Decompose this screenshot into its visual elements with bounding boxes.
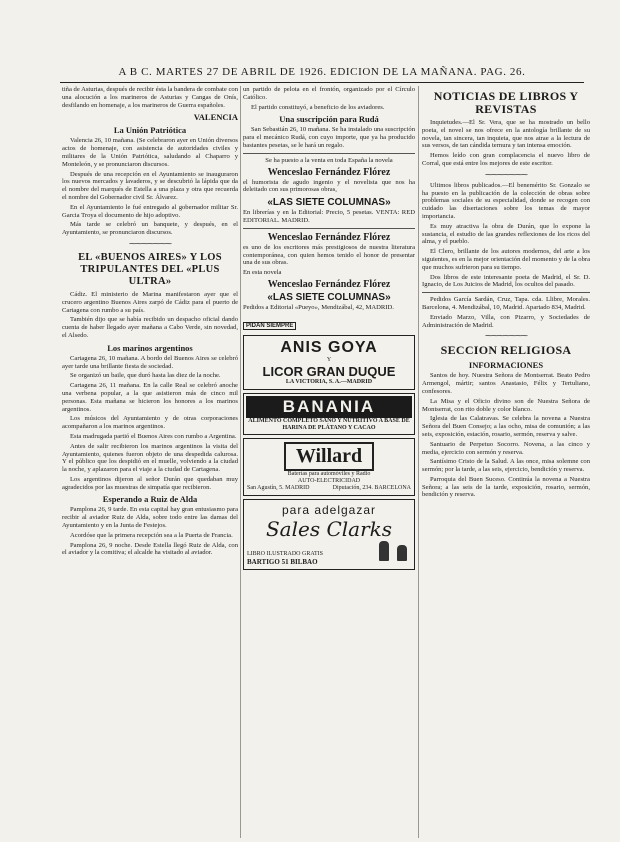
article-paragraph: Antes de salir recibieron los marinos argentinos la visita del Ayuntamiento, quienes fueron objeto de una despedida calurosa. Y el público que los despidió en el muelle, volviendo a la ciudad la noche, y aplazaron para el viaje a la ciudad de Cartagena. — [62, 442, 238, 474]
header-rule — [60, 82, 584, 83]
section-title: SECCION RELIGIOSA — [440, 343, 572, 358]
advert-text: Y — [326, 356, 332, 363]
column-1 — [62, 86, 238, 838]
sales-clarks-advert — [243, 499, 415, 570]
article-paragraph: Después de una recepción en el Ayuntamiento se inauguraron los nuevos mercados y lavaderos, y se descubrió la lápida que da el nombre del marqués de Estella a una plaza y otra que recuerda el nombre del Gobernador civil Sr. Álvarez. — [62, 170, 238, 201]
article-paragraph: Pamplona 26, 9 tarde. En esta capital hay gran entusiasmo para recibir al aviador Ruiz de Alda, sobre todo entre las damas del Ayuntamiento y en la Junta de Festejos. — [62, 506, 238, 530]
advert-text: AUTO-ELECTRICIDAD — [297, 477, 361, 484]
article-paragraph: Cartagena 26, 10 mañana. A bordo del Buenos Aires se celebró ayer tarde una brillante fiesta de sociedad. — [62, 354, 238, 370]
article-paragraph: Cádiz. El ministerio de Marina manifestaron ayer que el crucero argentino Buenos Aires zarpó de Cádiz para el puerto de Cartagena con rumbo a su país. — [62, 290, 238, 314]
article-paragraph: Acordóse que la primera recepción sea a la Puerta de Francia. — [70, 531, 233, 539]
advert-author: Wenceslao Fernández Flórez — [267, 231, 391, 243]
article-paragraph: Ultimos libros publicados.—El benemérito Sr. Gonzalo se ha puesto en la publicación de la colección de obras sobre problemas sociales de su especialidad, donde se recogen con cuidado las disertaciones sobre los temas de mayor importancia. — [422, 181, 590, 220]
ornament-divider: ⁓⁓⁓⁓⁓⁓⁓ — [485, 332, 527, 341]
article-paragraph: El partido constituyó, a beneficio de los aviadores. — [251, 103, 385, 111]
goya-advert — [243, 335, 415, 390]
advert-brand: BANANIA — [246, 396, 412, 418]
page-header: A B C. MARTES 27 DE ABRIL DE 1926. EDICION DE LA MAÑANA. PAG. 26. — [118, 66, 526, 78]
article-paragraph: un partido de pelota en el frontón, organizado por el Círculo Católico. — [243, 86, 415, 101]
article-paragraph: Los músicos del Ayuntamiento y de otras corporaciones acompañaron a los marinos argentinos. — [62, 415, 238, 431]
advert-author: Wenceslao Fernández Flórez — [267, 166, 391, 178]
advert-brand: ANIS GOYA — [280, 338, 378, 356]
column-2 — [243, 86, 415, 838]
advert-text: es uno de los escritores más prestigiosos de nuestra literatura contemporánea, con quien hemos tenido el honor de presentar una de sus obras. — [243, 243, 415, 267]
article-paragraph: Esta madrugada partió el Buenos Aires con rumbo a Argentina. — [70, 432, 237, 440]
article-paragraph: Se organizó un baile, que duró hasta las diez de la noche. — [70, 372, 221, 380]
column-divider — [418, 86, 419, 838]
advert-text: BARTIGO 51 BILBAO — [247, 557, 318, 566]
section-title: NOTICIAS DE LIBROS Y REVISTAS — [433, 89, 579, 116]
article-paragraph: Los argentinos dijeron al señor Durán que quedaban muy agradecidos por las muestras de simpatía que recibieron. — [62, 475, 238, 491]
ornament-divider: ⁓⁓⁓⁓⁓⁓⁓ — [485, 170, 527, 179]
advert-book-title: «LAS SIETE COLUMNAS» — [267, 197, 391, 209]
advert-text: para adelgazar — [281, 502, 377, 517]
advert-text: LA VICTORIA, S. A.—MADRID — [285, 378, 373, 385]
advert-address: San Agustín, 5. MADRID — [247, 484, 310, 491]
article-paragraph: La Misa y el Oficio divino son de Nuestra Señora de Montserrat, con rito doble y color blanco. — [422, 397, 590, 413]
book-advert-1 — [243, 157, 415, 225]
article-paragraph: El Clero, brillante de los autores modernos, del arte a los siguientes, es en la mejor orientación del momento y de la obra que muchos sufrieron para su tiempo. — [422, 248, 590, 271]
article-paragraph: Más tarde se celebró un banquete, y después, en el Ayuntamiento, se pronunciaron discursos. — [62, 221, 238, 237]
article-title: Una suscripción para Rudá — [279, 114, 379, 125]
advert-brand: LICOR GRAN DUQUE — [262, 363, 396, 379]
advert-brand: Sales Clarks — [265, 516, 393, 541]
advert-tag: PIDAN SIEMPRE — [243, 322, 296, 330]
banania-advert — [243, 393, 415, 435]
advert-book-title: «LAS SIETE COLUMNAS» — [267, 291, 391, 303]
article-paragraph: Iglesia de las Calatravas. Se celebra la novena a Nuestra Señora del Buen Consejo; a las ocho, misa de comunión; a las seis, exposición, estación, rosario, sermón, reserva y salve. — [422, 415, 590, 438]
article-paragraph: En el Ayuntamiento le fué entregado al gobernador militar Sr. Garcia Troya el documento de hijo adoptivo. — [62, 203, 238, 219]
article-paragraph: Es muy atractiva la obra de Durán, que lo expone la sustancia, el estudio de las grandes reflexiones de los ricos del alma, y el pueblo. — [422, 222, 590, 246]
article-paragraph: Pamplona 26, 9 noche. Desde Estella llegó Ruiz de Alda, con el aviador y la comitiva; el alcalde ha visitado al aviador. — [62, 541, 238, 557]
advert-text: En esta novela — [243, 269, 282, 277]
advert-text: Baterías para automóviles y Radio — [287, 470, 371, 477]
advert-text: En librerías y en la Editorial: Precio, 5 pesetas. VENTA: RED EDITORIAL. MADRID. — [243, 209, 415, 224]
article-paragraph: Enviado Marzo, Villa, con Pizarro, y Sociedades de Administración de Madrid. — [422, 313, 590, 329]
article-paragraph: Santísimo Cristo de la Salud. A las once, misa solemne con sermón; por la tarde, a las seis, ejercicio, bendición y reserva. — [422, 458, 590, 474]
article-paragraph: Santos de hoy. Nuestra Señora de Montserrat. Beato Pedro Armengol, mártir; santos Anastasio, Félix y Tertuliano, confesores. — [422, 372, 590, 395]
article-paragraph: Inquietudes.—El Sr. Vera, que se ha mostrado un bello poeta, el novel se nos ofrece en la antología brillante de su novela, tan sincera, tan inquieta, que nos atrae a la lectura de sus versos, de tan cándida ternura y tan intensa emoción. — [422, 119, 590, 150]
section-heading: VALENCIA — [193, 112, 238, 123]
advert-author: Wenceslao Fernández Flórez — [267, 278, 391, 290]
column-3 — [422, 86, 590, 838]
article-paragraph: Cartagena 26, 11 mañana. En la calle Real se celebró anoche una verbena popular, a la que asistieron más de cinco mil personas. Esta mañana se hicieron los honores a los marinos argentinos. — [62, 382, 238, 413]
divider — [422, 292, 590, 293]
article-paragraph: tiña de Asturias, después de recibir ésta la bandera de combate con una alocución a los marineros de Asturias y Cangas de Onís, desfilando en homenaje, a los marineros de Guerra españoles. — [62, 86, 238, 109]
divider — [243, 228, 415, 229]
advert-lead: Se ha puesto a la venta en toda España la novela — [265, 156, 393, 164]
figure-illustration — [375, 541, 411, 566]
article-paragraph: Hemos leído con gran complacencia el nuevo libro de Corral, que está entre los mejores de este escritor. — [422, 152, 590, 167]
article-paragraph: También dijo que se había recibido un despacho oficial dando cuenta de haber llegado ayer mañana a Cabo Verde, sin novedad, el Alsedo. — [62, 316, 238, 339]
article-paragraph: Pedidos García Sardán, Cruz, Tapa. cda. Llibre, Morales. Barcelona, 4. Mendizábal, 10, Madrid. Apartado 834, Madrid. — [422, 296, 590, 311]
advert-text: ALIMENTO COMPLETO SANO Y NUTRITIVO A BASE DE HARINA DE PLÁTANO Y CACAO — [248, 417, 410, 431]
column-divider — [240, 86, 241, 838]
section-subtitle: INFORMACIONES — [468, 360, 544, 371]
article-paragraph: Parroquia del Buen Suceso. Continúa la novena a Nuestra Señora; a las seis de la tarde, exposición, rosario, sermón, bendición y reserva. — [422, 475, 590, 499]
article-title: La Unión Patriótica — [113, 125, 187, 136]
article-subtitle: Esperando a Ruiz de Alda — [102, 494, 198, 505]
willard-advert — [243, 438, 415, 496]
advert-text: el humorista de agudo ingenio y el novelista que nos ha deleitado con sus primorosas obras, — [243, 178, 415, 194]
article-paragraph: San Sebastián 26, 10 mañana. Se ha instalado una suscripción para el mecánico Rudá, con cuyo importe, que ya ha producido bastantes pesetas, se le hará un regalo. — [243, 126, 415, 149]
book-advert-2 — [243, 232, 415, 312]
article-title: EL «BUENOS AIRES» Y LOS TRIPULANTES DEL «PLUS ULTRA» — [78, 251, 222, 287]
article-paragraph: Valencia 26, 10 mañana. (Se celebraron ayer en Unión diversos actos de homenaje, con asistencia de autoridades civiles y militares de la Unión Patriótica, saludando al Chaparro y Monteleón, y se pronunciaron discursos. — [62, 137, 238, 168]
article-paragraph: Santuario de Perpetuo Socorro. Novena, a las cinco y media, ejercicio con sermón y reserva. — [422, 440, 590, 456]
article-subtitle: Los marinos argentinos — [107, 342, 193, 353]
advert-text: Pedidos a Editorial «Pueyo», Mendizábal, 42, MADRID. — [243, 303, 394, 311]
advert-address: Diputación, 234. BARCELONA — [332, 484, 411, 491]
advert-brand: Willard — [284, 442, 374, 471]
advert-text: LIBRO ILUSTRADO GRATIS — [247, 550, 324, 557]
divider — [243, 153, 415, 154]
ornament-divider: ⁓⁓⁓⁓⁓⁓⁓ — [129, 239, 171, 248]
article-paragraph: Dos libros de este interesante poeta de Madrid, el Sr. D. Ignacio, de Los Juicios de Madrid, los ocultos del pasado. — [422, 273, 590, 289]
